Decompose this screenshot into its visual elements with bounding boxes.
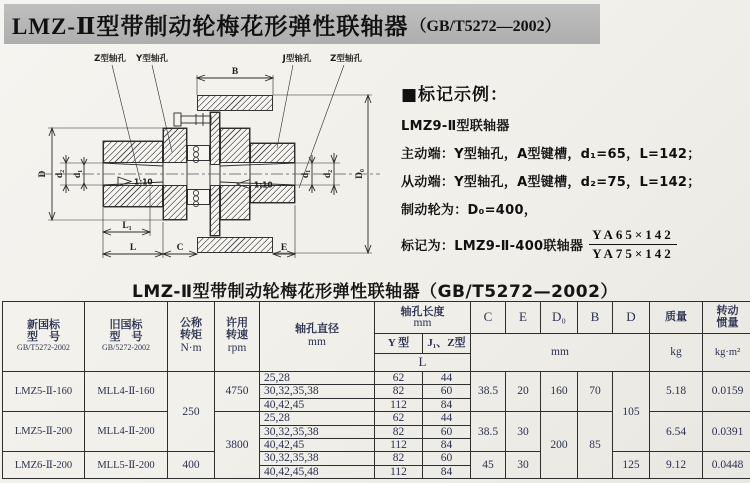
header-mass-unit: kg xyxy=(650,334,703,372)
cell-length-jz: 44 xyxy=(423,412,471,425)
specification-table xyxy=(2,301,750,479)
header-dim-c: C xyxy=(471,302,506,334)
header-dim-d0: D₀ xyxy=(541,302,578,334)
cell-length-jz: 60 xyxy=(423,425,471,438)
cell-dim-c: 38.5 xyxy=(471,412,506,452)
header-bore-diameter xyxy=(260,302,375,372)
header-speed-unit: rpm xyxy=(227,342,247,355)
header-model-old xyxy=(85,302,168,372)
cell-dim-c: 45 xyxy=(471,452,506,479)
cell-speed: 3800 xyxy=(215,412,260,479)
cell-length-y: 82 xyxy=(375,385,423,398)
dim-label-l1: L₁ xyxy=(122,221,132,231)
cell-length-jz: 44 xyxy=(423,372,471,385)
header-length-L: L xyxy=(375,354,471,372)
cell-dim-c: 38.5 xyxy=(471,372,506,412)
header-speed-l1: 许用 xyxy=(226,317,248,330)
cell-length-y: 82 xyxy=(375,425,423,438)
header-speed-l2: 转速 xyxy=(226,329,248,342)
cell-model-old: MLL5-Ⅱ-200 xyxy=(85,452,168,479)
header-bore-unit: mm xyxy=(308,336,326,349)
designation-fraction xyxy=(589,227,677,262)
fraction-denominator: YA75×142 xyxy=(592,246,674,261)
example-driven-end-line: 从动端：Y型轴孔，A型键槽，d₂=75，L=142； xyxy=(401,175,701,190)
header-inertia-l1: 转动 xyxy=(716,304,739,317)
dim-label-d0: D₀ xyxy=(355,169,365,179)
cell-torque: 250 xyxy=(168,372,215,452)
page-title-standard: （GB/T5272—2002） xyxy=(410,17,561,35)
cell-dim-e: 30 xyxy=(506,412,541,452)
header-torque-l1: 公称 xyxy=(180,317,202,330)
cell-inertia: 0.0448 xyxy=(703,452,750,479)
dim-label-d2-left: d₂ xyxy=(55,169,65,179)
header-mass-label: 质量 xyxy=(665,310,687,323)
cell-dim-b: 70 xyxy=(578,372,613,412)
example-designation-line xyxy=(401,227,749,262)
cell-model-new: LMZ5-Ⅱ-160 xyxy=(3,372,85,412)
taper-label-left: 1:10 xyxy=(134,177,153,187)
cell-length-y: 82 xyxy=(375,452,423,465)
cell-model-old: MLL4-Ⅱ-160 xyxy=(85,372,168,412)
header-model-new xyxy=(3,302,85,372)
header-bore-length xyxy=(375,302,471,334)
cell-dim-b: 85 xyxy=(578,412,613,479)
dim-label-d1-left: d₁ xyxy=(73,169,83,179)
page-title xyxy=(4,4,600,44)
cell-bore-diameter: 30,32,35,38 xyxy=(260,452,375,465)
example-model-line: LMZ9-Ⅱ型联轴器 xyxy=(401,119,510,134)
cell-bore-diameter: 30,32,35,38 xyxy=(260,425,375,438)
cell-mass: 5.18 xyxy=(650,372,703,412)
cell-dim-d: 125 xyxy=(613,452,650,479)
taper-label-right: 1:10 xyxy=(254,180,273,190)
cell-torque: 400 xyxy=(168,452,215,479)
cell-bore-diameter: 25,28 xyxy=(260,372,375,385)
cell-bore-diameter: 25,28 xyxy=(260,412,375,425)
cell-length-jz: 84 xyxy=(423,398,471,411)
header-model-old-l2: 型 号 xyxy=(109,331,143,344)
header-nominal-torque xyxy=(168,302,215,372)
header-bore-length-l1: 轴孔长度 xyxy=(400,305,445,318)
marking-example xyxy=(401,80,749,271)
cell-dim-e: 30 xyxy=(506,452,541,479)
callout-y-bore: Y型轴孔 xyxy=(136,54,168,64)
cell-length-jz: 84 xyxy=(423,439,471,452)
cell-mass: 9.12 xyxy=(650,452,703,479)
cell-length-y: 112 xyxy=(375,439,423,452)
header-jz-type: J₁、Z型 xyxy=(423,334,471,354)
table-title: LMZ-Ⅱ型带制动轮梅花形弹性联轴器（GB/T5272—2002） xyxy=(132,282,618,302)
callout-z-bore-left: Z型轴孔 xyxy=(94,54,126,64)
example-driving-end-line: 主动端：Y型轴孔，A型键槽，d₁=65，L=142； xyxy=(401,147,701,162)
example-designation-text: 标记为：LMZ9-Ⅱ-400联轴器 xyxy=(401,239,584,254)
header-model-new-l1: 新国标 xyxy=(27,319,60,332)
dim-label-d-big: D xyxy=(38,170,48,178)
header-y-type: Y 型 xyxy=(375,334,423,354)
header-dim-b: B xyxy=(578,302,613,334)
header-dim-d: D xyxy=(613,302,650,334)
cell-model-new: LMZ5-Ⅱ-200 xyxy=(3,412,85,452)
header-bore-length-unit: mm xyxy=(413,316,432,329)
header-dim-e: E xyxy=(506,302,541,334)
header-model-old-std: GB/5272-2002 xyxy=(102,343,150,353)
marking-example-heading: ■标记示例： xyxy=(401,85,509,105)
cell-bore-diameter: 30,32,35,38 xyxy=(260,385,375,398)
cell-length-jz: 60 xyxy=(423,452,471,465)
cell-bore-diameter: 40,42,45 xyxy=(260,439,375,452)
fraction-numerator: YA65×142 xyxy=(589,227,677,245)
dim-label-e: E xyxy=(280,243,288,253)
cell-speed: 4750 xyxy=(215,372,260,412)
cell-length-y: 112 xyxy=(375,398,423,411)
header-model-old-l1: 旧国标 xyxy=(109,319,143,332)
dim-label-l: L xyxy=(129,243,137,253)
header-model-new-l2: 型 号 xyxy=(27,331,60,344)
cell-dim-d0: 200 xyxy=(541,412,578,479)
cell-length-y: 62 xyxy=(375,412,423,425)
cell-model-old: MLL4-Ⅱ-200 xyxy=(85,412,168,452)
cell-inertia: 0.0159 xyxy=(703,372,750,412)
cell-length-jz: 60 xyxy=(423,385,471,398)
header-allowable-speed xyxy=(215,302,260,372)
header-mass xyxy=(650,302,703,334)
cell-inertia: 0.0391 xyxy=(703,412,750,452)
technical-drawing xyxy=(0,50,398,280)
cell-bore-diameter: 40,42,45,48 xyxy=(260,465,375,478)
cell-dim-d: 105 xyxy=(613,372,650,452)
cell-length-y: 62 xyxy=(375,372,423,385)
drawing-linework xyxy=(0,50,398,280)
dim-label-b: B xyxy=(231,67,239,77)
header-torque-unit: N·m xyxy=(180,342,202,355)
header-inertia-l2: 惯量 xyxy=(716,316,739,329)
header-inertia-unit: kg·m² xyxy=(703,334,750,372)
cell-dim-e: 20 xyxy=(506,372,541,412)
header-inertia xyxy=(703,302,750,334)
header-model-new-std: GB/T5272-2002 xyxy=(17,343,70,353)
cell-length-y: 112 xyxy=(375,465,423,478)
page-title-text: LMZ-Ⅱ型带制动轮梅花形弹性联轴器 xyxy=(12,13,409,39)
dim-label-d2-right: d₂ xyxy=(323,169,333,179)
callout-z-bore-right: Z型轴孔 xyxy=(330,54,362,64)
header-mm-span: mm xyxy=(471,334,650,372)
header-torque-l2: 转矩 xyxy=(180,329,202,342)
cell-model-new: LMZ6-Ⅱ-200 xyxy=(3,452,85,479)
cell-mass: 6.54 xyxy=(650,412,703,452)
dim-label-d1-right: d₁ xyxy=(301,169,311,179)
cell-dim-d0: 160 xyxy=(541,372,578,412)
dim-label-c: C xyxy=(176,243,184,253)
callout-j-bore: J型轴孔 xyxy=(282,54,312,64)
cell-length-jz: 84 xyxy=(423,465,471,478)
example-brake-wheel-line: 制动轮为：D₀=400， xyxy=(401,203,538,218)
cell-bore-diameter: 40,42,45 xyxy=(260,398,375,411)
header-bore-l1: 轴孔直径 xyxy=(295,323,339,336)
